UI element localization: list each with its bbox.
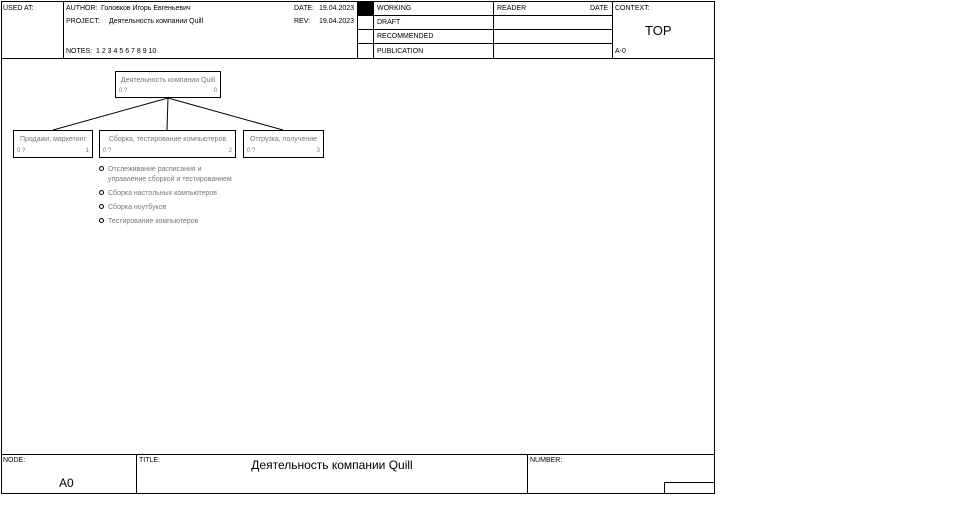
status-draft: DRAFT xyxy=(377,19,401,26)
activity-title: Отгрузка, получение xyxy=(249,136,318,143)
activity-number: 3 xyxy=(316,148,320,154)
notes-value: 1 2 3 4 5 6 7 8 9 10 xyxy=(96,48,157,55)
activity-box-shipping-receiving[interactable] xyxy=(243,130,324,158)
title-label: TITLE: xyxy=(139,457,161,464)
parent-activity-title: Деятельность компании Quill xyxy=(120,77,216,84)
node-label: NODE: xyxy=(3,457,26,464)
date-value: 19.04.2023 xyxy=(319,5,355,12)
project-value: Деятельность компании Quill xyxy=(109,18,204,25)
context-node: A-0 xyxy=(615,48,626,55)
footer-divider-number xyxy=(527,454,528,494)
activity-number: 1 xyxy=(85,148,89,154)
reader-date-label: DATE xyxy=(590,5,609,12)
activity-number: 2 xyxy=(228,148,232,154)
activity-cost: 0 ? xyxy=(103,148,112,154)
activity-cost: 0 ? xyxy=(247,148,256,154)
subitem-laptop-assembly[interactable]: Сборка ноутбуков xyxy=(108,204,167,211)
parent-activity-number: 0 xyxy=(213,88,217,94)
status-recommended: RECOMMENDED xyxy=(377,33,434,40)
status-publication: PUBLICATION xyxy=(377,48,424,55)
author-value: Головков Игорь Евгеньевич xyxy=(101,5,191,12)
notes-label: NOTES: xyxy=(66,48,93,55)
subitem-line: управление сборкой и тестированием xyxy=(108,176,232,183)
author-label: AUTHOR: xyxy=(66,5,98,12)
subitem-bullet-icon xyxy=(99,166,104,171)
context-label: CONTEXT: xyxy=(615,5,650,12)
footer-page-cell xyxy=(664,482,715,494)
activity-title: Продажи, маркетинг xyxy=(19,136,87,143)
parent-activity-box[interactable] xyxy=(115,71,221,98)
node-value: A0 xyxy=(59,476,74,490)
activity-cost: 0 ? xyxy=(17,148,26,154)
status-working: WORKING xyxy=(377,5,412,12)
subitem-computer-testing[interactable]: Тестирование компьютеров xyxy=(108,218,199,225)
number-label: NUMBER: xyxy=(530,457,563,464)
context-value: TOP xyxy=(645,23,672,38)
subitem-schedule-tracking[interactable] xyxy=(108,165,232,185)
subitem-line: Отслеживание расписания и xyxy=(108,166,202,173)
subitem-bullet-icon xyxy=(99,218,104,223)
reader-label: READER xyxy=(497,5,527,12)
subitem-desktop-assembly[interactable]: Сборка настольных компьютеров xyxy=(108,190,218,197)
subitem-bullet-icon xyxy=(99,204,104,209)
rev-value: 19.04.2023 xyxy=(319,18,355,25)
project-label: PROJECT: xyxy=(66,18,100,25)
activity-box-sales-marketing[interactable] xyxy=(13,130,93,158)
footer-title: Деятельность компании Quill xyxy=(251,458,413,472)
rev-label: REV: xyxy=(294,18,311,25)
activity-box-assembly-testing[interactable] xyxy=(99,130,236,158)
subitem-bullet-icon xyxy=(99,190,104,195)
date-label: DATE: xyxy=(294,5,315,12)
activity-title: Сборка, тестирование компьютеров xyxy=(108,136,227,143)
parent-activity-cost: 0 ? xyxy=(119,88,128,94)
footer-top-border xyxy=(1,454,715,455)
used-at-label: USED AT: xyxy=(3,5,34,12)
